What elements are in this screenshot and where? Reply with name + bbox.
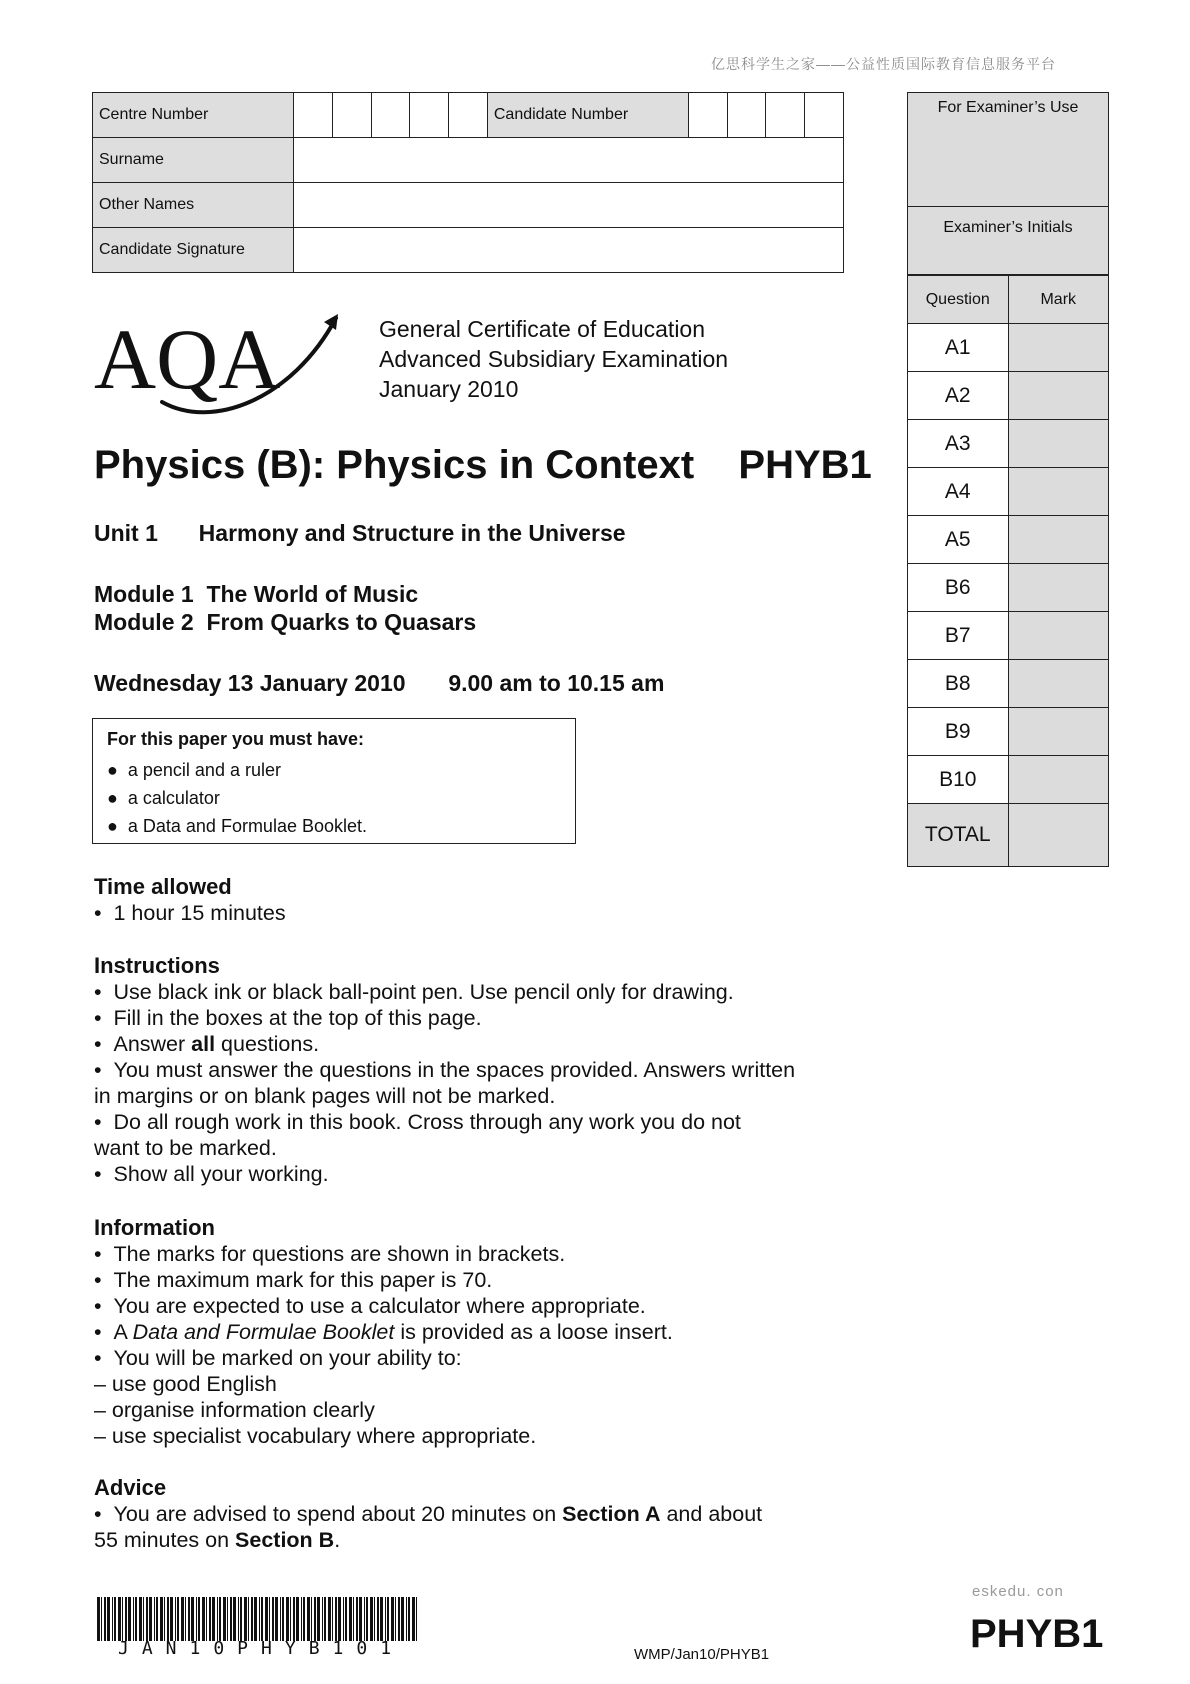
barcode-bar xyxy=(296,1597,299,1641)
barcode-bar xyxy=(188,1597,190,1641)
advice-section xyxy=(94,1475,762,1553)
mark-cell[interactable] xyxy=(1008,612,1108,660)
barcode-bar xyxy=(170,1597,173,1641)
signature-label: Candidate Signature xyxy=(93,228,294,273)
information-item: • The maximum mark for this paper is 70. xyxy=(94,1268,493,1292)
barcode-bar xyxy=(125,1597,127,1641)
barcode-bar xyxy=(338,1597,341,1641)
advice-item: • You are advised to spend about 20 minutes on Section A and about xyxy=(94,1502,763,1526)
session-line: January 2010 xyxy=(379,376,519,402)
unit-name: Harmony and Structure in the Universe xyxy=(198,520,626,546)
information-subitem: – organise information clearly xyxy=(94,1398,375,1422)
barcode-bar xyxy=(385,1597,386,1641)
other-names-field[interactable] xyxy=(293,183,843,228)
must-have-item: ● a Data and Formulae Booklet. xyxy=(107,816,368,836)
barcode-bar xyxy=(391,1597,394,1641)
information-item: • You are expected to use a calculator where appropriate. xyxy=(94,1294,646,1318)
exam-level-line: Advanced Subsidiary Examination xyxy=(379,346,729,372)
qualification-line: General Certificate of Education xyxy=(379,316,706,342)
title-text: Physics (B): Physics in Context xyxy=(94,443,695,487)
information-section xyxy=(94,1215,673,1449)
instruction-item: • Show all your working. xyxy=(94,1162,329,1186)
candidate-number-box[interactable] xyxy=(766,93,805,138)
question-label: A5 xyxy=(908,516,1008,564)
signature-field[interactable] xyxy=(293,228,843,273)
barcode-bar xyxy=(364,1597,365,1641)
barcode xyxy=(97,1597,423,1641)
barcode-bar xyxy=(219,1597,221,1641)
instruction-item: • Answer all questions. xyxy=(94,1032,320,1056)
barcode-bar xyxy=(380,1597,383,1641)
information-item: • The marks for questions are shown in brackets. xyxy=(94,1242,566,1266)
barcode-bar xyxy=(104,1597,106,1641)
barcode-bar xyxy=(156,1597,158,1641)
question-label: A4 xyxy=(908,468,1008,516)
question-label: B6 xyxy=(908,564,1008,612)
barcode-bar xyxy=(282,1597,284,1641)
barcode-bar xyxy=(412,1597,415,1641)
barcode-bar xyxy=(101,1597,102,1641)
barcode-bar xyxy=(269,1597,270,1641)
barcode-bar xyxy=(244,1597,247,1641)
barcode-bar xyxy=(167,1597,169,1641)
barcode-bar xyxy=(303,1597,305,1641)
barcode-bar xyxy=(307,1597,310,1641)
barcode-bar xyxy=(135,1597,137,1641)
mark-cell[interactable] xyxy=(1008,660,1108,708)
barcode-bar xyxy=(416,1597,417,1641)
other-names-label: Other Names xyxy=(93,183,294,228)
barcode-bar xyxy=(398,1597,400,1641)
barcode-bar xyxy=(185,1597,186,1641)
barcode-bar xyxy=(261,1597,263,1641)
question-label: A2 xyxy=(908,372,1008,420)
examiner-panel xyxy=(907,92,1109,867)
barcode-bar xyxy=(223,1597,226,1641)
candidate-number-label: Candidate Number xyxy=(487,93,688,138)
candidate-number-box[interactable] xyxy=(727,93,766,138)
barcode-bar xyxy=(366,1597,368,1641)
barcode-bar xyxy=(202,1597,205,1641)
barcode-bar xyxy=(146,1597,148,1641)
barcode-bar xyxy=(335,1597,337,1641)
mark-cell[interactable] xyxy=(1008,564,1108,612)
date-time-line xyxy=(94,670,664,697)
information-item: • You will be marked on your ability to: xyxy=(94,1346,462,1370)
barcode-bar xyxy=(353,1597,354,1641)
exam-date: Wednesday 13 January 2010 xyxy=(94,670,406,696)
mark-cell[interactable] xyxy=(1008,372,1108,420)
barcode-bar xyxy=(370,1597,373,1641)
barcode-bar xyxy=(238,1597,239,1641)
barcode-bar xyxy=(377,1597,379,1641)
centre-number-box[interactable] xyxy=(410,93,449,138)
instruction-item: • Do all rough work in this book. Cross through any work you do not xyxy=(94,1110,741,1134)
module-line xyxy=(94,608,476,636)
barcode-bar xyxy=(259,1597,260,1641)
barcode-bar xyxy=(128,1597,131,1641)
module-label: Module 1 xyxy=(94,581,194,607)
mark-cell[interactable] xyxy=(1008,324,1108,372)
barcode-bar xyxy=(395,1597,396,1641)
instruction-item-continued: in margins or on blank pages will not be marked. xyxy=(94,1084,556,1108)
barcode-bar xyxy=(349,1597,352,1641)
mark-cell[interactable] xyxy=(1008,756,1108,804)
information-subitem: – use specialist vocabulary where appropriate. xyxy=(94,1424,537,1448)
barcode-bar xyxy=(143,1597,144,1641)
barcode-bar xyxy=(343,1597,344,1641)
instruction-item: • Use black ink or black ball-point pen. Use pencil only for drawing. xyxy=(94,980,734,1004)
candidate-number-box[interactable] xyxy=(688,93,727,138)
barcode-bar xyxy=(280,1597,281,1641)
barcode-bar xyxy=(164,1597,165,1641)
mark-cell[interactable] xyxy=(1008,516,1108,564)
modules xyxy=(94,580,476,636)
barcode-bar xyxy=(212,1597,215,1641)
candidate-number-box[interactable] xyxy=(805,93,844,138)
must-have-heading: For this paper you must have: xyxy=(107,729,365,749)
information-heading: Information xyxy=(94,1215,215,1240)
barcode-bar xyxy=(290,1597,291,1641)
question-label: B10 xyxy=(908,756,1008,804)
paper-reference: WMP/Jan10/PHYB1 xyxy=(634,1646,770,1663)
must-have-box xyxy=(92,718,576,844)
barcode-bar xyxy=(122,1597,123,1641)
surname-label: Surname xyxy=(93,138,294,183)
barcode-bar xyxy=(314,1597,316,1641)
instruction-item: • Fill in the boxes at the top of this page. xyxy=(94,1006,482,1030)
barcode-bar xyxy=(149,1597,152,1641)
barcode-bar xyxy=(286,1597,289,1641)
mark-cell[interactable] xyxy=(1008,708,1108,756)
instruction-item-continued: want to be marked. xyxy=(94,1136,277,1160)
marks-table xyxy=(908,275,1108,866)
paper-title xyxy=(94,443,872,488)
module-name: From Quarks to Quasars xyxy=(206,609,477,635)
barcode-bar xyxy=(227,1597,228,1641)
barcode-bar xyxy=(254,1597,257,1641)
barcode-bar xyxy=(248,1597,249,1641)
barcode-bar xyxy=(177,1597,179,1641)
exam-info xyxy=(379,314,728,404)
aqa-logo-text: AQA xyxy=(94,311,281,407)
barcode-bar xyxy=(160,1597,163,1641)
barcode-bar xyxy=(324,1597,326,1641)
paper-code: PHYB1 xyxy=(738,443,872,487)
advice-item-continued: 55 minutes on Section B. xyxy=(94,1528,341,1552)
barcode-bar xyxy=(230,1597,232,1641)
surname-field[interactable] xyxy=(293,138,843,183)
barcode-bar xyxy=(191,1597,194,1641)
must-have-item: ● a pencil and a ruler xyxy=(107,760,281,780)
centre-number-box[interactable] xyxy=(371,93,410,138)
barcode-bar xyxy=(322,1597,323,1641)
barcode-bar xyxy=(359,1597,362,1641)
barcode-bar xyxy=(265,1597,268,1641)
time-allowed-item: • 1 hour 15 minutes xyxy=(94,901,286,925)
barcode-bar xyxy=(332,1597,333,1641)
module-line xyxy=(94,580,476,608)
barcode-bar xyxy=(107,1597,110,1641)
barcode-bar xyxy=(401,1597,404,1641)
question-label: B8 xyxy=(908,660,1008,708)
barcode-bar xyxy=(118,1597,121,1641)
barcode-bar xyxy=(272,1597,274,1641)
question-label: A1 xyxy=(908,324,1008,372)
centre-number-label: Centre Number xyxy=(93,93,294,138)
barcode-bar xyxy=(317,1597,320,1641)
barcode-bar xyxy=(217,1597,218,1641)
barcode-bar xyxy=(345,1597,347,1641)
barcode-bar xyxy=(406,1597,407,1641)
barcode-bar xyxy=(209,1597,211,1641)
instruction-item: • You must answer the questions in the spaces provided. Answers written xyxy=(94,1058,796,1082)
question-label: A3 xyxy=(908,420,1008,468)
paper-code-footer: PHYB1 xyxy=(970,1612,1104,1656)
centre-number-box[interactable] xyxy=(332,93,371,138)
mark-cell[interactable] xyxy=(1008,420,1108,468)
centre-number-box[interactable] xyxy=(449,93,488,138)
module-label: Module 2 xyxy=(94,609,194,635)
advice-heading: Advice xyxy=(94,1475,167,1500)
question-label: B9 xyxy=(908,708,1008,756)
barcode-bar xyxy=(301,1597,302,1641)
unit-line xyxy=(94,520,626,547)
time-allowed-section xyxy=(94,874,286,926)
unit-label: Unit 1 xyxy=(94,520,158,546)
information-item: • A Data and Formulae Booklet is provided as a loose insert. xyxy=(94,1320,673,1344)
barcode-bar xyxy=(206,1597,207,1641)
examiner-use-header: For Examiner’s Use xyxy=(908,93,1108,207)
total-label: TOTAL xyxy=(908,804,1008,867)
barcode-bar xyxy=(356,1597,358,1641)
barcode-bar xyxy=(139,1597,142,1641)
barcode-bar xyxy=(408,1597,410,1641)
barcode-bar xyxy=(275,1597,278,1641)
question-column-header: Question xyxy=(908,276,1008,324)
barcode-bar xyxy=(154,1597,155,1641)
barcode-bar xyxy=(251,1597,253,1641)
mark-cell[interactable] xyxy=(1008,468,1108,516)
centre-number-box[interactable] xyxy=(293,93,332,138)
exam-time: 9.00 am to 10.15 am xyxy=(448,670,665,696)
total-mark-cell[interactable] xyxy=(1008,804,1108,867)
barcode-bar xyxy=(293,1597,295,1641)
barcode-bar xyxy=(97,1597,100,1641)
instructions-section xyxy=(94,953,795,1187)
examiner-initials-label: Examiner’s Initials xyxy=(908,207,1108,275)
aqa-logo xyxy=(92,310,342,420)
candidate-details-table xyxy=(92,92,844,273)
barcode-bar xyxy=(198,1597,200,1641)
barcode-bar xyxy=(114,1597,116,1641)
barcode-number: JAN10PHYB101 xyxy=(118,1638,405,1659)
barcode-bar xyxy=(175,1597,176,1641)
time-allowed-heading: Time allowed xyxy=(94,874,232,899)
barcode-bar xyxy=(311,1597,312,1641)
barcode-bar xyxy=(112,1597,113,1641)
watermark-bottom: eskedu. con xyxy=(972,1583,1064,1600)
information-subitem: – use good English xyxy=(94,1372,277,1396)
barcode-bar xyxy=(374,1597,375,1641)
barcode-bar xyxy=(196,1597,197,1641)
must-have-item: ● a calculator xyxy=(107,788,220,808)
barcode-bar xyxy=(328,1597,331,1641)
instructions-heading: Instructions xyxy=(94,953,220,978)
barcode-bar xyxy=(387,1597,389,1641)
question-label: B7 xyxy=(908,612,1008,660)
barcode-bar xyxy=(133,1597,134,1641)
watermark-top: 亿思科学生之家——公益性质国际教育信息服务平台 xyxy=(711,56,1056,72)
barcode-bar xyxy=(240,1597,242,1641)
module-name: The World of Music xyxy=(206,581,419,607)
mark-column-header: Mark xyxy=(1008,276,1108,324)
barcode-bar xyxy=(233,1597,236,1641)
barcode-bar xyxy=(181,1597,184,1641)
